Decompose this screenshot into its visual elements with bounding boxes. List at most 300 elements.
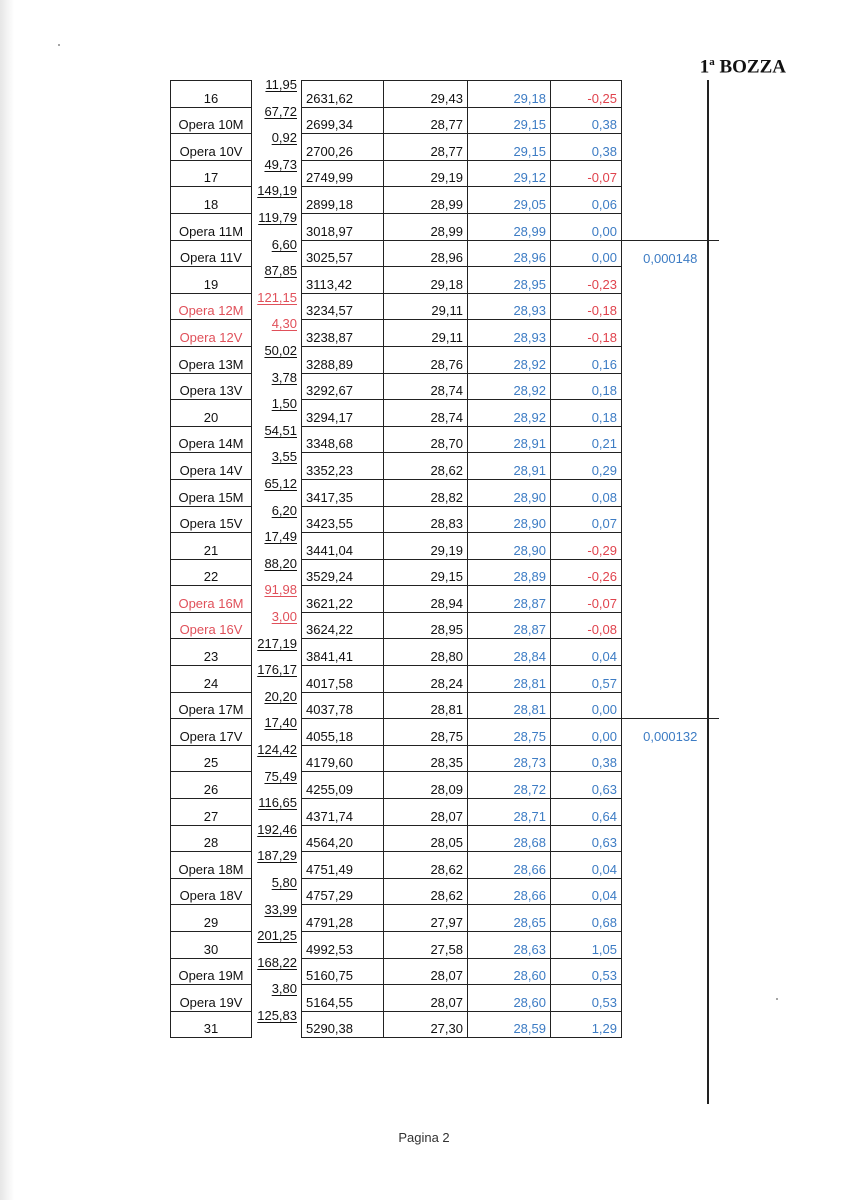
table-row <box>171 134 719 161</box>
progressive-distance-cell: 5160,75 <box>302 958 384 985</box>
design-elevation-cell: 28,90 <box>468 533 551 560</box>
design-elevation-cell: 28,65 <box>468 905 551 932</box>
slope-note-cell <box>622 107 719 134</box>
table-row <box>171 985 719 1012</box>
elevation-difference-cell: 0,57 <box>551 666 622 693</box>
partial-distance-value: 88,20 <box>264 555 297 571</box>
partial-distance-value: 149,19 <box>257 183 297 199</box>
table-row <box>171 932 719 959</box>
partial-distance-value: 116,65 <box>258 795 297 811</box>
design-elevation-cell: 28,91 <box>468 453 551 480</box>
station-name-cell: 16 <box>171 81 252 108</box>
ground-elevation-cell: 29,19 <box>384 160 468 187</box>
slope-note-cell: 0,000148 <box>622 240 719 267</box>
progressive-distance-cell: 3624,22 <box>302 612 384 639</box>
table-row <box>171 825 719 852</box>
station-name-cell: Opera 17V <box>171 719 252 746</box>
slope-note-cell <box>622 533 719 560</box>
partial-distance-value: 0,92 <box>271 130 297 146</box>
ground-elevation-cell: 29,11 <box>384 320 468 347</box>
elevation-difference-cell: 0,08 <box>551 479 622 506</box>
partial-distance-value: 168,22 <box>257 954 297 970</box>
page-footer: Pagina 2 <box>398 1130 450 1145</box>
elevation-difference-cell: 1,05 <box>551 932 622 959</box>
progressive-distance-cell: 4564,20 <box>302 825 384 852</box>
station-name-cell: Opera 17M <box>171 692 252 719</box>
station-name-cell: Opera 12V <box>171 320 252 347</box>
station-name-cell: Opera 13M <box>171 346 252 373</box>
progressive-distance-cell: 3441,04 <box>302 533 384 560</box>
ground-elevation-cell: 28,62 <box>384 852 468 879</box>
elevation-difference-cell: 0,68 <box>551 905 622 932</box>
station-name-cell: Opera 14M <box>171 426 252 453</box>
slope-note-cell: 0,000132 <box>622 719 719 746</box>
station-name-cell: Opera 11M <box>171 213 252 240</box>
ground-elevation-cell: 28,83 <box>384 506 468 533</box>
table-row <box>171 639 719 666</box>
table-row <box>171 400 719 427</box>
slope-note-cell <box>622 825 719 852</box>
table-row <box>171 666 719 693</box>
elevation-difference-cell: 0,21 <box>551 426 622 453</box>
elevation-difference-cell: 0,53 <box>551 985 622 1012</box>
partial-distance-value: 33,99 <box>264 901 297 917</box>
design-elevation-cell: 29,12 <box>468 160 551 187</box>
partial-distance-value: 4,30 <box>271 316 297 332</box>
station-name-cell: 19 <box>171 267 252 294</box>
progressive-distance-cell: 3234,57 <box>302 293 384 320</box>
elevation-difference-cell: 0,16 <box>551 346 622 373</box>
station-name-cell: 17 <box>171 160 252 187</box>
partial-distance-value: 54,51 <box>264 422 297 438</box>
progressive-distance-cell: 3352,23 <box>302 453 384 480</box>
elevation-difference-cell: 0,29 <box>551 453 622 480</box>
ground-elevation-cell: 29,15 <box>384 559 468 586</box>
partial-distance-value: 91,98 <box>264 582 297 598</box>
ground-elevation-cell: 28,95 <box>384 612 468 639</box>
table-row <box>171 320 719 347</box>
design-elevation-cell: 28,60 <box>468 985 551 1012</box>
station-name-cell: Opera 14V <box>171 453 252 480</box>
ground-elevation-cell: 28,99 <box>384 187 468 214</box>
slope-note-cell <box>622 692 719 719</box>
design-elevation-cell: 28,60 <box>468 958 551 985</box>
elevation-difference-cell: -0,25 <box>551 81 622 108</box>
table-row <box>171 479 719 506</box>
design-elevation-cell: 28,91 <box>468 426 551 453</box>
slope-note-cell <box>622 772 719 799</box>
table-row <box>171 453 719 480</box>
slope-note-cell <box>622 453 719 480</box>
table-row <box>171 958 719 985</box>
partial-distance-value: 11,95 <box>265 77 297 93</box>
table-row <box>171 267 719 294</box>
partial-distance-value: 5,80 <box>271 874 297 890</box>
ground-elevation-cell: 28,07 <box>384 958 468 985</box>
design-elevation-cell: 28,87 <box>468 586 551 613</box>
station-name-cell: Opera 16V <box>171 612 252 639</box>
design-elevation-cell: 28,92 <box>468 373 551 400</box>
elevation-difference-cell: 0,63 <box>551 772 622 799</box>
station-name-cell: Opera 18V <box>171 878 252 905</box>
station-name-cell: Opera 19V <box>171 985 252 1012</box>
station-name-cell: Opera 10V <box>171 134 252 161</box>
progressive-distance-cell: 4037,78 <box>302 692 384 719</box>
table-row <box>171 799 719 826</box>
ground-elevation-cell: 28,77 <box>384 134 468 161</box>
partial-distance-cell <box>252 608 302 639</box>
partial-distance-value: 192,46 <box>257 821 297 837</box>
table-row <box>171 346 719 373</box>
station-name-cell: 28 <box>171 825 252 852</box>
slope-note-cell <box>622 639 719 666</box>
slope-note-cell <box>622 586 719 613</box>
design-elevation-cell: 29,15 <box>468 134 551 161</box>
design-elevation-cell: 28,59 <box>468 1011 551 1038</box>
station-name-cell: Opera 15M <box>171 479 252 506</box>
draft-label-superscript: a <box>709 56 715 68</box>
design-elevation-cell: 28,63 <box>468 932 551 959</box>
table-row <box>171 559 719 586</box>
draft-label-prefix: 1 <box>699 56 710 78</box>
table-row <box>171 586 719 613</box>
slope-note-cell <box>622 267 719 294</box>
progressive-distance-cell: 4791,28 <box>302 905 384 932</box>
progressive-distance-cell: 3529,24 <box>302 559 384 586</box>
elevation-difference-cell: 0,63 <box>551 825 622 852</box>
table-row <box>171 293 719 320</box>
ground-elevation-cell: 28,81 <box>384 692 468 719</box>
elevation-difference-cell: -0,07 <box>551 160 622 187</box>
progressive-distance-cell: 2700,26 <box>302 134 384 161</box>
progressive-distance-cell: 2749,99 <box>302 160 384 187</box>
progressive-distance-cell: 2699,34 <box>302 107 384 134</box>
progressive-distance-cell: 3288,89 <box>302 346 384 373</box>
partial-distance-value: 65,12 <box>264 476 297 491</box>
table-row <box>171 878 719 905</box>
station-name-cell: 26 <box>171 772 252 799</box>
partial-distance-value: 6,20 <box>271 502 297 518</box>
table-row <box>171 426 719 453</box>
slope-note-cell <box>622 346 719 373</box>
design-elevation-cell: 28,93 <box>468 320 551 347</box>
station-name-cell: 25 <box>171 745 252 772</box>
ground-elevation-cell: 27,30 <box>384 1011 468 1038</box>
station-name-cell: 20 <box>171 400 252 427</box>
ground-elevation-cell: 28,77 <box>384 107 468 134</box>
design-elevation-cell: 29,15 <box>468 107 551 134</box>
partial-distance-value: 3,55 <box>271 449 297 465</box>
design-elevation-cell: 28,87 <box>468 612 551 639</box>
station-name-cell: 18 <box>171 187 252 214</box>
progressive-distance-cell: 3018,97 <box>302 213 384 240</box>
elevation-difference-cell: 0,04 <box>551 639 622 666</box>
elevation-difference-cell: 0,06 <box>551 187 622 214</box>
table-row <box>171 107 719 134</box>
elevation-difference-cell: 0,38 <box>551 745 622 772</box>
design-elevation-cell: 28,75 <box>468 719 551 746</box>
slope-note-cell <box>622 958 719 985</box>
elevation-difference-cell: 1,29 <box>551 1011 622 1038</box>
slope-note-cell <box>622 666 719 693</box>
partial-distance-cell <box>252 874 302 905</box>
progressive-distance-cell: 2631,62 <box>302 81 384 108</box>
station-name-cell: 29 <box>171 905 252 932</box>
ground-elevation-cell: 28,05 <box>384 825 468 852</box>
progressive-distance-cell: 4371,74 <box>302 799 384 826</box>
progressive-distance-cell: 3292,67 <box>302 373 384 400</box>
progressive-distance-cell: 4992,53 <box>302 932 384 959</box>
ground-elevation-cell: 28,09 <box>384 772 468 799</box>
ground-elevation-cell: 28,74 <box>384 373 468 400</box>
slope-note-cell <box>622 985 719 1012</box>
table-row <box>171 240 719 267</box>
progressive-distance-cell: 3417,35 <box>302 479 384 506</box>
ground-elevation-cell: 29,19 <box>384 533 468 560</box>
table-row <box>171 612 719 639</box>
partial-distance-value: 49,73 <box>264 156 297 172</box>
partial-distance-value: 67,72 <box>264 103 297 119</box>
progressive-distance-cell: 3841,41 <box>302 639 384 666</box>
partial-distance-value: 3,00 <box>271 608 297 624</box>
ground-elevation-cell: 28,94 <box>384 586 468 613</box>
design-elevation-cell: 28,73 <box>468 745 551 772</box>
table-row <box>171 160 719 187</box>
partial-distance-cell <box>252 1007 302 1038</box>
ground-elevation-cell: 28,96 <box>384 240 468 267</box>
elevation-difference-cell: 0,00 <box>551 240 622 267</box>
elevation-difference-cell: 0,53 <box>551 958 622 985</box>
table-row <box>171 852 719 879</box>
partial-distance-value: 17,40 <box>264 715 297 731</box>
progressive-distance-cell: 3348,68 <box>302 426 384 453</box>
slope-note-cell <box>622 932 719 959</box>
design-elevation-cell: 28,89 <box>468 559 551 586</box>
elevation-difference-cell: -0,29 <box>551 533 622 560</box>
station-name-cell: 30 <box>171 932 252 959</box>
ground-elevation-cell: 28,35 <box>384 745 468 772</box>
design-elevation-cell: 28,84 <box>468 639 551 666</box>
slope-note-cell <box>622 506 719 533</box>
elevation-difference-cell: -0,18 <box>551 293 622 320</box>
ground-elevation-cell: 27,97 <box>384 905 468 932</box>
elevation-difference-cell: 0,38 <box>551 107 622 134</box>
slope-note-cell <box>622 745 719 772</box>
partial-distance-cell <box>252 741 302 772</box>
progressive-distance-cell: 3423,55 <box>302 506 384 533</box>
partial-distance-value: 6,60 <box>271 236 297 252</box>
station-name-cell: Opera 15V <box>171 506 252 533</box>
slope-note-cell <box>622 187 719 214</box>
table-row <box>171 373 719 400</box>
ground-elevation-cell: 29,43 <box>384 81 468 108</box>
ground-elevation-cell: 28,07 <box>384 985 468 1012</box>
ground-elevation-cell: 28,99 <box>384 213 468 240</box>
design-elevation-cell: 28,96 <box>468 240 551 267</box>
ground-elevation-cell: 28,82 <box>384 479 468 506</box>
slope-note-cell <box>622 81 719 108</box>
design-elevation-cell: 28,90 <box>468 479 551 506</box>
design-elevation-cell: 29,18 <box>468 81 551 108</box>
slope-note-cell <box>622 1011 719 1038</box>
design-elevation-cell: 29,05 <box>468 187 551 214</box>
station-name-cell: 24 <box>171 666 252 693</box>
elevation-difference-cell: 0,38 <box>551 134 622 161</box>
partial-distance-cell <box>252 476 302 506</box>
elevation-difference-cell: -0,08 <box>551 612 622 639</box>
elevation-difference-cell: -0,26 <box>551 559 622 586</box>
design-elevation-cell: 28,66 <box>468 878 551 905</box>
table-row <box>171 745 719 772</box>
partial-distance-value: 187,29 <box>257 848 297 864</box>
elevation-difference-cell: 0,04 <box>551 852 622 879</box>
design-elevation-cell: 28,92 <box>468 400 551 427</box>
station-name-cell: Opera 18M <box>171 852 252 879</box>
station-name-cell: Opera 19M <box>171 958 252 985</box>
station-name-cell: Opera 12M <box>171 293 252 320</box>
progressive-distance-cell: 5290,38 <box>302 1011 384 1038</box>
design-elevation-cell: 28,90 <box>468 506 551 533</box>
ground-elevation-cell: 28,76 <box>384 346 468 373</box>
progressive-distance-cell: 4017,58 <box>302 666 384 693</box>
design-elevation-cell: 28,92 <box>468 346 551 373</box>
ground-elevation-cell: 28,80 <box>384 639 468 666</box>
progressive-distance-cell: 3621,22 <box>302 586 384 613</box>
ground-elevation-cell: 29,11 <box>384 293 468 320</box>
elevation-difference-cell: -0,07 <box>551 586 622 613</box>
elevation-difference-cell: 0,18 <box>551 400 622 427</box>
design-elevation-cell: 28,71 <box>468 799 551 826</box>
partial-distance-value: 124,42 <box>257 741 297 757</box>
elevation-difference-cell: 0,64 <box>551 799 622 826</box>
ground-elevation-cell: 29,18 <box>384 267 468 294</box>
table-row <box>171 533 719 560</box>
design-elevation-cell: 28,81 <box>468 666 551 693</box>
table-row <box>171 506 719 533</box>
slope-note-cell <box>622 320 719 347</box>
design-elevation-cell: 28,95 <box>468 267 551 294</box>
progressive-distance-cell: 4255,09 <box>302 772 384 799</box>
progressive-distance-cell: 2899,18 <box>302 187 384 214</box>
partial-distance-value: 17,49 <box>264 529 297 545</box>
partial-distance-value: 87,85 <box>264 263 297 279</box>
design-elevation-cell: 28,93 <box>468 293 551 320</box>
station-name-cell: Opera 10M <box>171 107 252 134</box>
table-row <box>171 81 719 108</box>
partial-distance-value: 75,49 <box>264 768 297 784</box>
elevation-difference-cell: 0,00 <box>551 692 622 719</box>
draft-label-text: BOZZA <box>719 56 786 78</box>
partial-distance-value: 3,78 <box>271 369 297 385</box>
table-body <box>171 77 719 1038</box>
elevation-difference-cell: 0,07 <box>551 506 622 533</box>
ground-elevation-cell: 28,62 <box>384 878 468 905</box>
slope-note-cell <box>622 293 719 320</box>
table-row <box>171 1011 719 1038</box>
draft-label <box>700 56 786 78</box>
table-row <box>171 772 719 799</box>
table-row <box>171 719 719 746</box>
slope-note-cell <box>622 479 719 506</box>
progressive-distance-cell: 3238,87 <box>302 320 384 347</box>
progressive-distance-cell: 3113,42 <box>302 267 384 294</box>
scan-speck <box>58 44 60 46</box>
ground-elevation-cell: 28,62 <box>384 453 468 480</box>
partial-distance-value: 217,19 <box>257 635 297 651</box>
partial-distance-value: 121,15 <box>257 289 297 305</box>
slope-note-cell <box>622 612 719 639</box>
partial-distance-value: 1,50 <box>271 396 297 412</box>
ground-elevation-cell: 28,74 <box>384 400 468 427</box>
leveling-table <box>170 77 719 1038</box>
station-name-cell: 23 <box>171 639 252 666</box>
table-row <box>171 905 719 932</box>
progressive-distance-cell: 4757,29 <box>302 878 384 905</box>
design-elevation-cell: 28,66 <box>468 852 551 879</box>
partial-distance-value: 3,80 <box>271 981 297 997</box>
partial-distance-value: 119,79 <box>258 210 297 226</box>
design-elevation-cell: 28,81 <box>468 692 551 719</box>
elevation-difference-cell: -0,23 <box>551 267 622 294</box>
station-name-cell: 27 <box>171 799 252 826</box>
partial-distance-value: 201,25 <box>257 928 297 944</box>
slope-note-cell <box>622 878 719 905</box>
ground-elevation-cell: 28,70 <box>384 426 468 453</box>
partial-distance-value: 50,02 <box>264 343 297 359</box>
elevation-difference-cell: 0,18 <box>551 373 622 400</box>
slope-note-cell <box>622 373 719 400</box>
scan-speck <box>776 998 778 1000</box>
ground-elevation-cell: 28,75 <box>384 719 468 746</box>
progressive-distance-cell: 4751,49 <box>302 852 384 879</box>
progressive-distance-cell: 4179,60 <box>302 745 384 772</box>
slope-note-cell <box>622 400 719 427</box>
table-row <box>171 213 719 240</box>
ground-elevation-cell: 27,58 <box>384 932 468 959</box>
station-name-cell: Opera 13V <box>171 373 252 400</box>
station-name-cell: 21 <box>171 533 252 560</box>
slope-note-cell <box>622 134 719 161</box>
slope-note-cell <box>622 559 719 586</box>
progressive-distance-cell: 3025,57 <box>302 240 384 267</box>
page-edge-shadow <box>0 0 14 1200</box>
station-name-cell: 22 <box>171 559 252 586</box>
table-row <box>171 692 719 719</box>
partial-distance-value: 20,20 <box>264 688 297 704</box>
progressive-distance-cell: 3294,17 <box>302 400 384 427</box>
station-name-cell: Opera 16M <box>171 586 252 613</box>
slope-note-cell <box>622 213 719 240</box>
station-name-cell: 31 <box>171 1011 252 1038</box>
elevation-difference-cell: 0,00 <box>551 719 622 746</box>
elevation-difference-cell: -0,18 <box>551 320 622 347</box>
partial-distance-value: 176,17 <box>257 662 297 678</box>
slope-note-cell <box>622 426 719 453</box>
ground-elevation-cell: 28,07 <box>384 799 468 826</box>
elevation-difference-cell: 0,00 <box>551 213 622 240</box>
elevation-difference-cell: 0,04 <box>551 878 622 905</box>
design-elevation-cell: 28,99 <box>468 213 551 240</box>
partial-distance-value: 125,83 <box>257 1007 297 1023</box>
progressive-distance-cell: 5164,55 <box>302 985 384 1012</box>
slope-note-cell <box>622 905 719 932</box>
slope-note-cell <box>622 852 719 879</box>
slope-note-cell <box>622 799 719 826</box>
slope-note-cell <box>622 160 719 187</box>
station-name-cell: Opera 11V <box>171 240 252 267</box>
design-elevation-cell: 28,72 <box>468 772 551 799</box>
ground-elevation-cell: 28,24 <box>384 666 468 693</box>
